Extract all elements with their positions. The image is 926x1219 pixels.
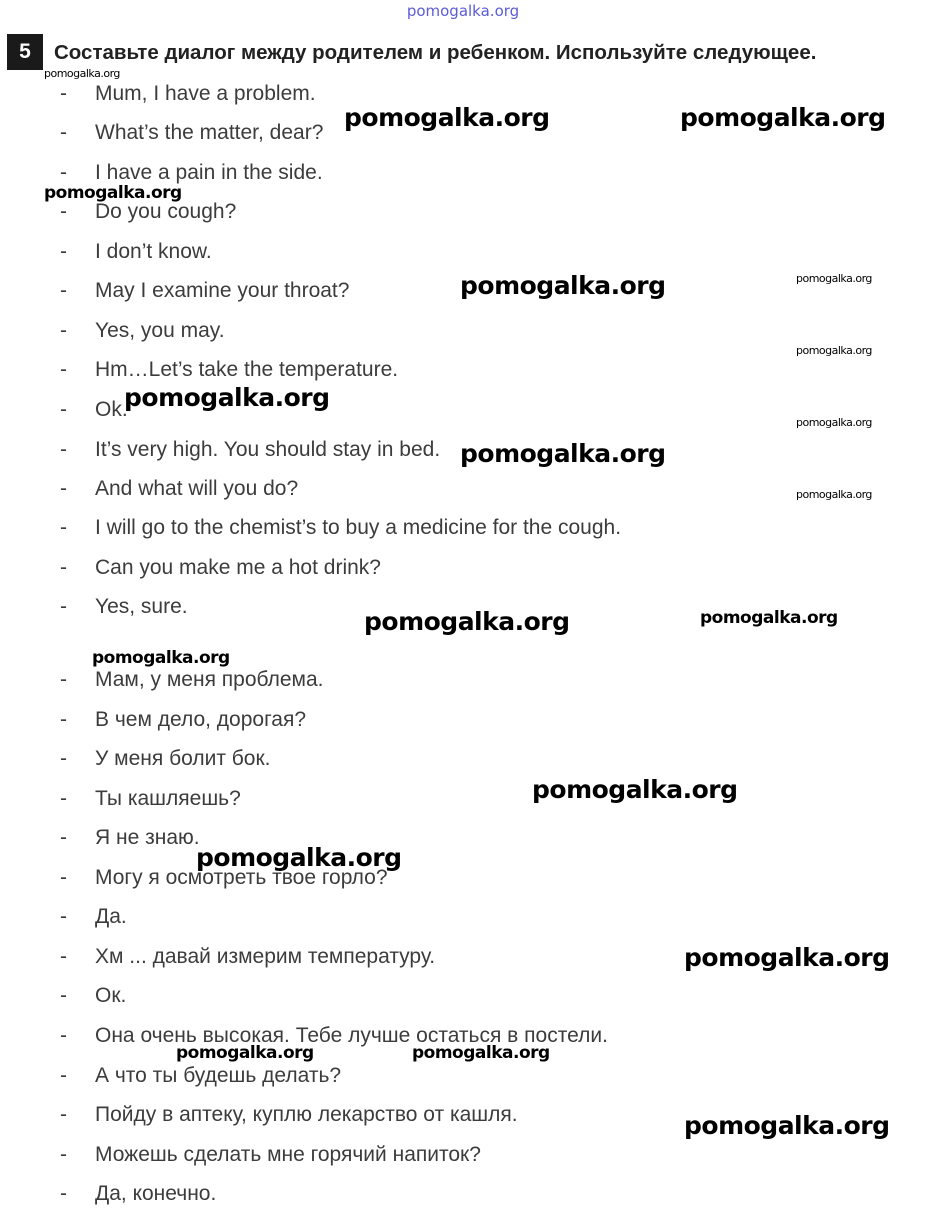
dialogue-line: - It’s very high. You should stay in bed. bbox=[60, 438, 441, 461]
watermark: pomogalka.org bbox=[44, 67, 120, 80]
dialogue-line: - Ок. bbox=[60, 984, 127, 1007]
watermark: pomogalka.org bbox=[796, 344, 872, 357]
dialogue-line: - Можешь сделать мне горячий напиток? bbox=[60, 1143, 481, 1166]
dialogue-line: - Can you make me a hot drink? bbox=[60, 556, 381, 579]
watermark: pomogalka.org bbox=[680, 103, 886, 132]
watermark: pomogalka.org bbox=[124, 383, 330, 412]
dialogue-line: - Mum, I have a problem. bbox=[60, 82, 316, 105]
dialogue-line: - May I examine your throat? bbox=[60, 279, 350, 302]
dialogue-line: - Хм ... давай измерим температуру. bbox=[60, 945, 436, 968]
watermark: pomogalka.org bbox=[196, 843, 402, 872]
dialogue-line: - В чем дело, дорогая? bbox=[60, 708, 307, 731]
dialogue-line: - I will go to the chemist’s to buy a medicine for the cough. bbox=[60, 516, 622, 539]
task-title: Составьте диалог между родителем и ребенком. Используйте следующее. bbox=[54, 41, 817, 64]
dialogue-line: - Да. bbox=[60, 905, 127, 928]
dialogue-line: - And what will you do? bbox=[60, 477, 299, 500]
dialogue-line: - А что ты будешь делать? bbox=[60, 1064, 342, 1087]
dialogue-line: - Yes, you may. bbox=[60, 319, 225, 342]
top-watermark: pomogalka.org bbox=[406, 2, 520, 20]
watermark: pomogalka.org bbox=[412, 1043, 550, 1063]
dialogue-line: - Ok. bbox=[60, 398, 128, 421]
dialogue-line: - У меня болит бок. bbox=[60, 747, 271, 770]
watermark: pomogalka.org bbox=[44, 183, 182, 203]
watermark: pomogalka.org bbox=[364, 607, 570, 636]
watermark: pomogalka.org bbox=[460, 439, 666, 468]
watermark: pomogalka.org bbox=[92, 648, 230, 668]
dialogue-line: - I have a pain in the side. bbox=[60, 161, 323, 184]
dialogue-line: - Пойду в аптеку, куплю лекарство от кашля. bbox=[60, 1103, 518, 1126]
task-number-badge: 5 bbox=[7, 34, 43, 70]
dialogue-line: - Ты кашляешь? bbox=[60, 787, 241, 810]
dialogue-line: - Мам, у меня проблема. bbox=[60, 668, 324, 691]
dialogue-line: - Да, конечно. bbox=[60, 1182, 217, 1205]
watermark: pomogalka.org bbox=[796, 272, 872, 285]
dialogue-line: - Она очень высокая. Тебе лучше остаться в постели. bbox=[60, 1024, 608, 1047]
watermark: pomogalka.org bbox=[796, 416, 872, 429]
watermark: pomogalka.org bbox=[700, 608, 838, 628]
watermark: pomogalka.org bbox=[344, 103, 550, 132]
dialogue-line: - Do you cough? bbox=[60, 200, 237, 223]
watermark: pomogalka.org bbox=[796, 488, 872, 501]
watermark: pomogalka.org bbox=[176, 1043, 314, 1063]
watermark: pomogalka.org bbox=[684, 1111, 890, 1140]
watermark: pomogalka.org bbox=[460, 271, 666, 300]
dialogue-line: - I don’t know. bbox=[60, 240, 212, 263]
dialogue-line: - Могу я осмотреть твое горло? bbox=[60, 866, 388, 889]
dialogue-line: - Я не знаю. bbox=[60, 826, 200, 849]
dialogue-line: - Yes, sure. bbox=[60, 595, 188, 618]
watermark: pomogalka.org bbox=[684, 943, 890, 972]
dialogue-line: - What’s the matter, dear? bbox=[60, 121, 324, 144]
dialogue-line: - Hm…Let’s take the temperature. bbox=[60, 358, 399, 381]
watermark: pomogalka.org bbox=[532, 775, 738, 804]
